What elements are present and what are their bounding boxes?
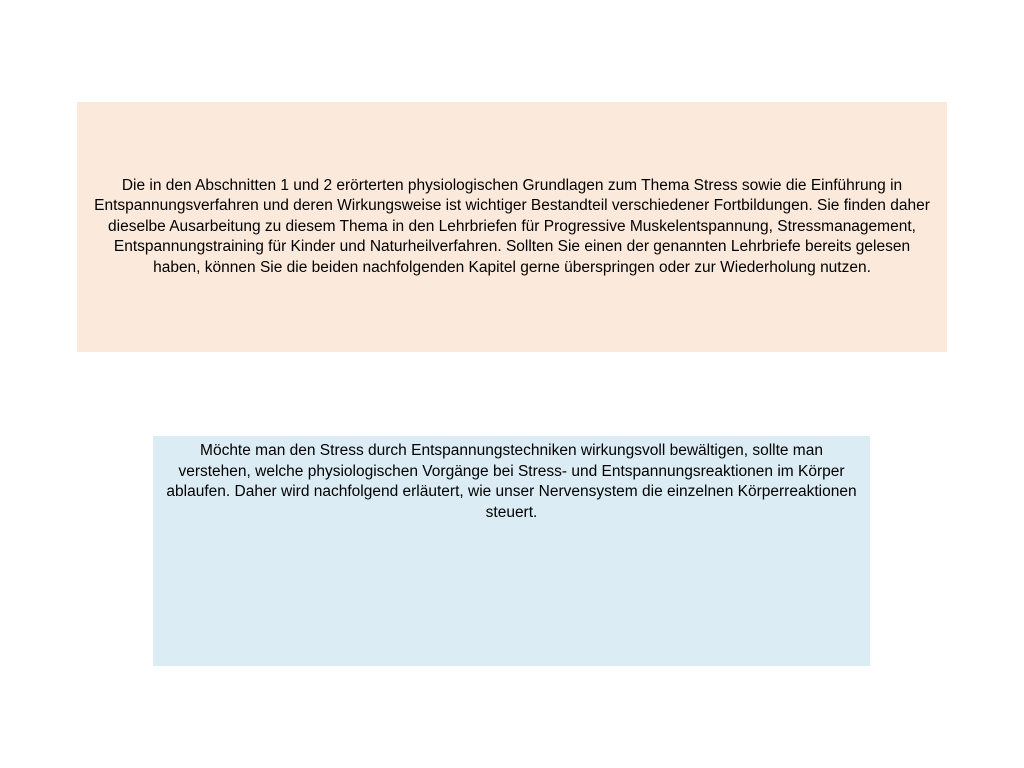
info-text-box <box>153 436 870 666</box>
intro-paragraph: Die in den Abschnitten 1 und 2 erörterten physiologischen Grundlagen zum Thema Stress sowie die Einführung in Entspannungsverfahren und deren Wirkungsweise ist wichtiger Bestandteil verschiedener Fortbildungen. Sie finden daher dieselbe Ausarbeitung zu diesem Thema in den Lehrbriefen für Progressive Muskelentspannung, Stressmanagement, Entspannungstraining für Kinder und Naturheilverfahren. Sollten Sie einen der genannten Lehrbriefe bereits gelesen haben, können Sie die beiden nachfolgenden Kapitel gerne überspringen oder zur Wiederholung nutzen. <box>94 176 930 276</box>
info-paragraph: Möchte man den Stress durch Entspannungstechniken wirkungsvoll bewältigen, sollte man verstehen, welche physiologischen Vorgänge bei Stress- und Entspannungsreaktionen im Körper ablaufen. Daher wird nachfolgend erläutert, wie unser Nervensystem die einzelnen Körperreaktionen steuert. <box>166 442 857 521</box>
intro-text-box <box>77 102 947 352</box>
